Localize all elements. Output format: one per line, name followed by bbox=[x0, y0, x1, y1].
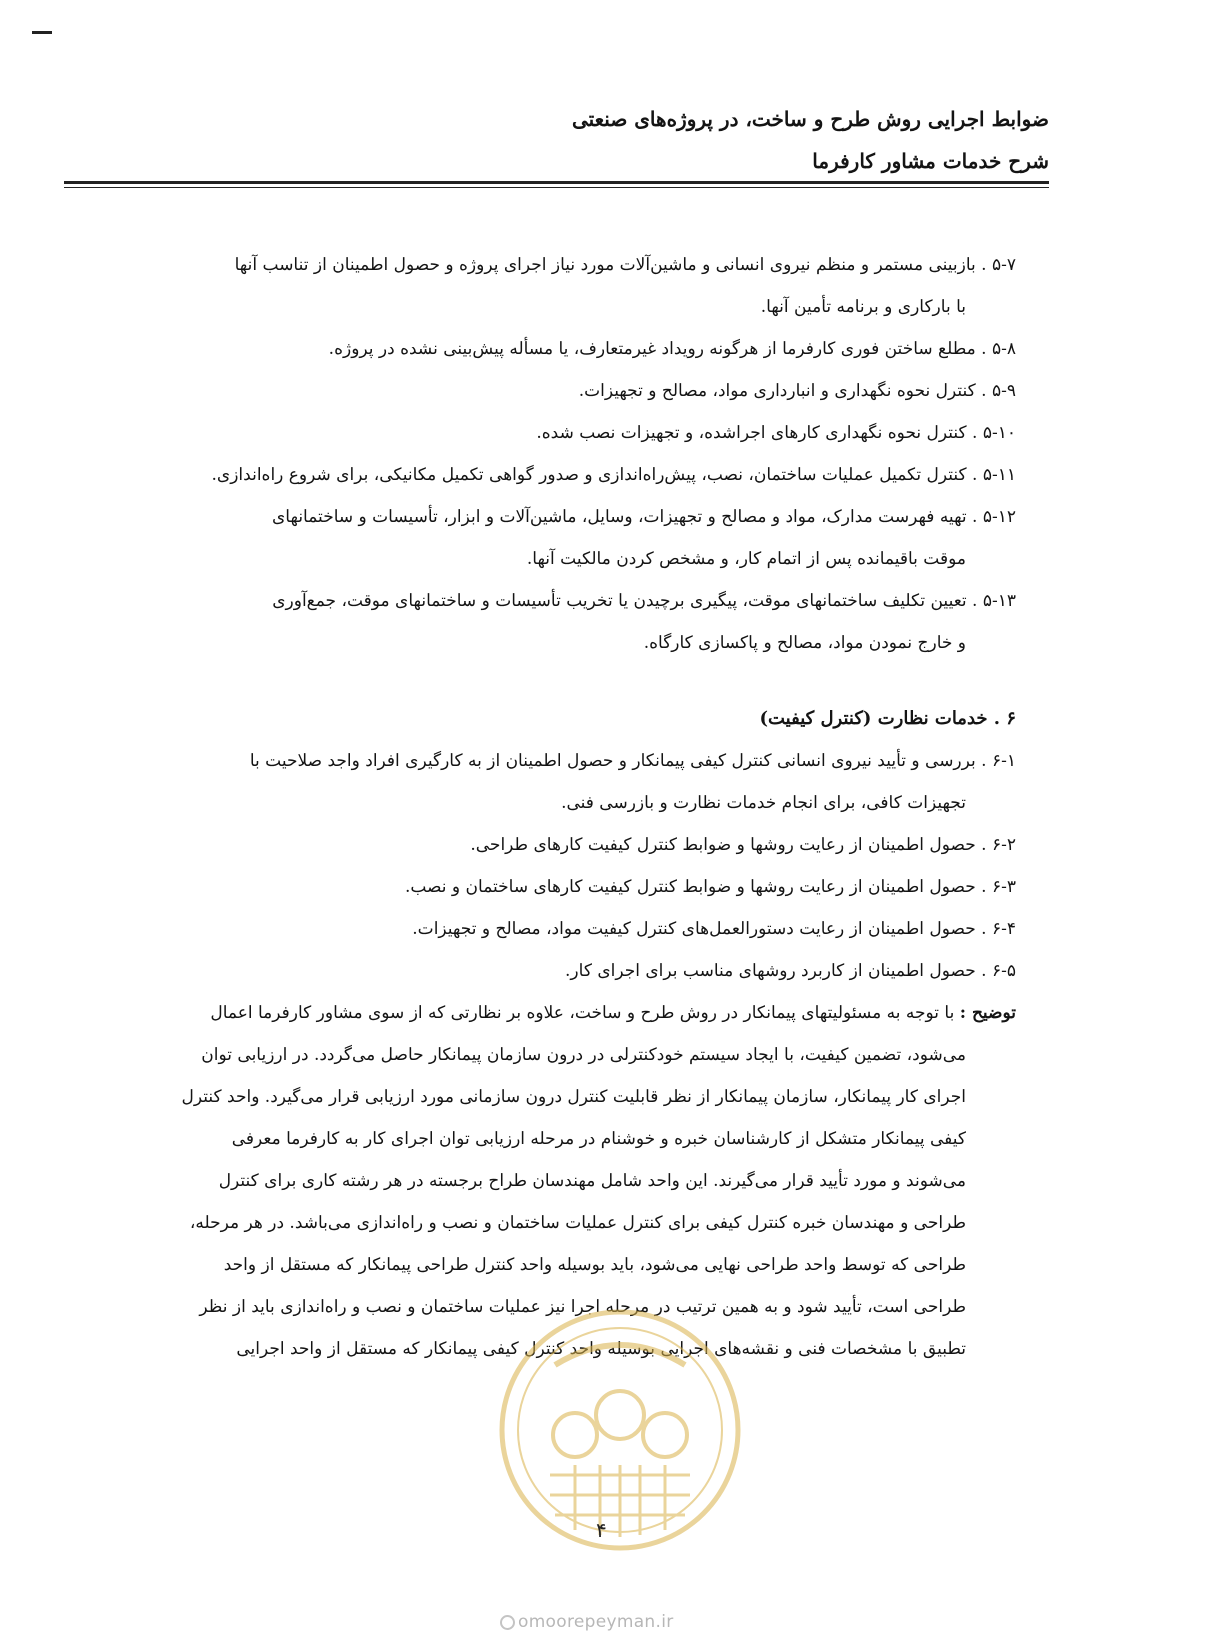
list-item bbox=[160, 740, 1016, 824]
note-text-line: کیفی پیمانکار متشکل از کارشناسان خبره و خوشنام در مرحله ارزیابی توان اجرای کار به کارفرما معرفی bbox=[231, 1129, 966, 1149]
at-icon bbox=[500, 1615, 515, 1630]
item-text: مطلع ساختن فوری کارفرما از هرگونه رویداد غیرمتعارف، یا مسأله پیش‌بینی نشده در پروژه. bbox=[328, 339, 976, 359]
item-text-cont: تجهیزات کافی، برای انجام خدمات نظارت و بازرسی فنی. bbox=[561, 793, 966, 813]
item-text: تعیین تکلیف ساختمانهای موقت، پیگیری برچیدن یا تخریب تأسیسات و ساختمانهای موقت، جمع‌آوری bbox=[272, 591, 967, 611]
item-text: بررسی و تأیید نیروی انسانی کنترل کیفی پیمانکار و حصول اطمینان از به کارگیری افراد واجد صلاحیت با bbox=[249, 751, 976, 771]
corner-mark bbox=[32, 31, 52, 34]
document-title: ضوابط اجرایی روش طرح و ساخت، در پروژه‌های صنعتی bbox=[571, 107, 1049, 131]
note-text: با توجه به مسئولیتهای پیمانکار در روش طرح و ساخت، علاوه بر نظارتی که از سوی مشاور کارفرما اعمال bbox=[210, 1003, 955, 1023]
item-number: ۶-۲ . bbox=[981, 835, 1016, 855]
item-text: حصول اطمینان از کاربرد روشهای مناسب برای اجرای کار. bbox=[565, 961, 976, 981]
site-watermark bbox=[500, 1612, 674, 1632]
item-text: کنترل نحوه نگهداری و انبارداری مواد، مصالح و تجهیزات. bbox=[578, 381, 976, 401]
list-item bbox=[160, 908, 1016, 950]
note-paragraph bbox=[160, 992, 1016, 1370]
page-content bbox=[160, 244, 1016, 1370]
item-number: ۵-۱۰ . bbox=[972, 423, 1016, 443]
list-item bbox=[160, 412, 1016, 454]
item-text: حصول اطمینان از رعایت روشها و ضوابط کنترل کیفیت کارهای ساختمان و نصب. bbox=[404, 877, 976, 897]
list-item bbox=[160, 824, 1016, 866]
item-text: حصول اطمینان از رعایت دستورالعمل‌های کنترل کیفیت مواد، مصالح و تجهیزات. bbox=[412, 919, 976, 939]
note-text-line: می‌شود، تضمین کیفیت، با ایجاد سیستم خودکنترلی در درون سازمان پیمانکار حاصل می‌گردد. در ارزیابی توان bbox=[201, 1045, 966, 1065]
header-rule-thin bbox=[64, 187, 1049, 188]
item-number: ۶-۳ . bbox=[981, 877, 1016, 897]
note-text-line: تطبیق با مشخصات فنی و نقشه‌های اجرایی بوسیله واحد کنترل کیفی پیمانکار که مستقل از واحد اجرایی bbox=[236, 1339, 966, 1359]
item-number: ۵-۹ . bbox=[981, 381, 1016, 401]
note-text-line: اجرای کار پیمانکار، سازمان پیمانکار از نظر قابلیت کنترل درون سازمانی مورد ارزیابی قرار می‌گیرد. واحد کنترل bbox=[181, 1087, 966, 1107]
page-header bbox=[572, 98, 1049, 182]
header-rule-thick bbox=[64, 181, 1049, 184]
page-number: ۴ bbox=[596, 1518, 607, 1542]
item-number: ۵-۱۳ . bbox=[972, 591, 1016, 611]
item-text-cont: با بارکاری و برنامه تأمین آنها. bbox=[760, 297, 966, 317]
item-number: ۵-۷ . bbox=[981, 255, 1016, 275]
item-number: ۶-۱ . bbox=[981, 751, 1016, 771]
list-item bbox=[160, 580, 1016, 664]
item-text: حصول اطمینان از رعایت روشها و ضوابط کنترل کیفیت کارهای طراحی. bbox=[470, 835, 976, 855]
item-text: کنترل تکمیل عملیات ساختمان، نصب، پیش‌راه‌اندازی و صدور گواهی تکمیل مکانیکی، برای شروع راه‌اندازی. bbox=[211, 465, 967, 485]
item-text: بازبینی مستمر و منظم نیروی انسانی و ماشین‌آلات مورد نیاز اجرای پروژه و حصول اطمینان از تناسب آنها bbox=[234, 255, 976, 275]
item-number: ۵-۸ . bbox=[981, 339, 1016, 359]
item-text-cont: موقت باقیمانده پس از اتمام کار، و مشخص کردن مالکیت آنها. bbox=[526, 549, 966, 569]
item-text: کنترل نحوه نگهداری کارهای اجراشده، و تجهیزات نصب شده. bbox=[536, 423, 967, 443]
list-item bbox=[160, 370, 1016, 412]
site-text: omoorepeyman.ir bbox=[518, 1612, 674, 1632]
note-text-line: طراحی و مهندسان خبره کنترل کیفی برای کنترل عملیات ساختمان و نصب و راه‌اندازی می‌باشد. در هر مرحله، bbox=[189, 1213, 966, 1233]
list-item bbox=[160, 496, 1016, 580]
note-text-line: طراحی است، تأیید شود و به همین ترتیب در مرحله اجرا نیز عملیات ساختمان و نصب و راه‌اندازی باید از نظر bbox=[199, 1297, 966, 1317]
item-number: ۵-۱۲ . bbox=[972, 507, 1016, 527]
section-title: شرح خدمات مشاور کارفرما bbox=[812, 149, 1049, 173]
item-number: ۶-۴ . bbox=[981, 919, 1016, 939]
list-item bbox=[160, 454, 1016, 496]
list-item bbox=[160, 328, 1016, 370]
note-text-line: می‌شوند و مورد تأیید قرار می‌گیرند. این واحد شامل مهندسان طراح برجسته در هر رشته کاری برای کنترل bbox=[218, 1171, 966, 1191]
item-text-cont: و خارج نمودن مواد، مصالح و پاکسازی کارگاه. bbox=[643, 633, 966, 653]
item-number: ۶-۵ . bbox=[981, 961, 1016, 981]
item-number: ۵-۱۱ . bbox=[972, 465, 1016, 485]
note-text-line: طراحی که توسط واحد طراحی نهایی می‌شود، باید بوسیله واحد کنترل طراحی پیمانکار که مستقل از واحد bbox=[223, 1255, 966, 1275]
section-heading: ۶ . خدمات نظارت (کنترل کیفیت) bbox=[759, 708, 1016, 729]
list-item bbox=[160, 866, 1016, 908]
item-text: تهیه فهرست مدارک، مواد و مصالح و تجهیزات، وسایل، ماشین‌آلات و ابزار، تأسیسات و ساختمانهای bbox=[272, 507, 967, 527]
list-item bbox=[160, 244, 1016, 328]
list-item bbox=[160, 950, 1016, 992]
note-label: توضیح : bbox=[959, 1003, 1016, 1023]
